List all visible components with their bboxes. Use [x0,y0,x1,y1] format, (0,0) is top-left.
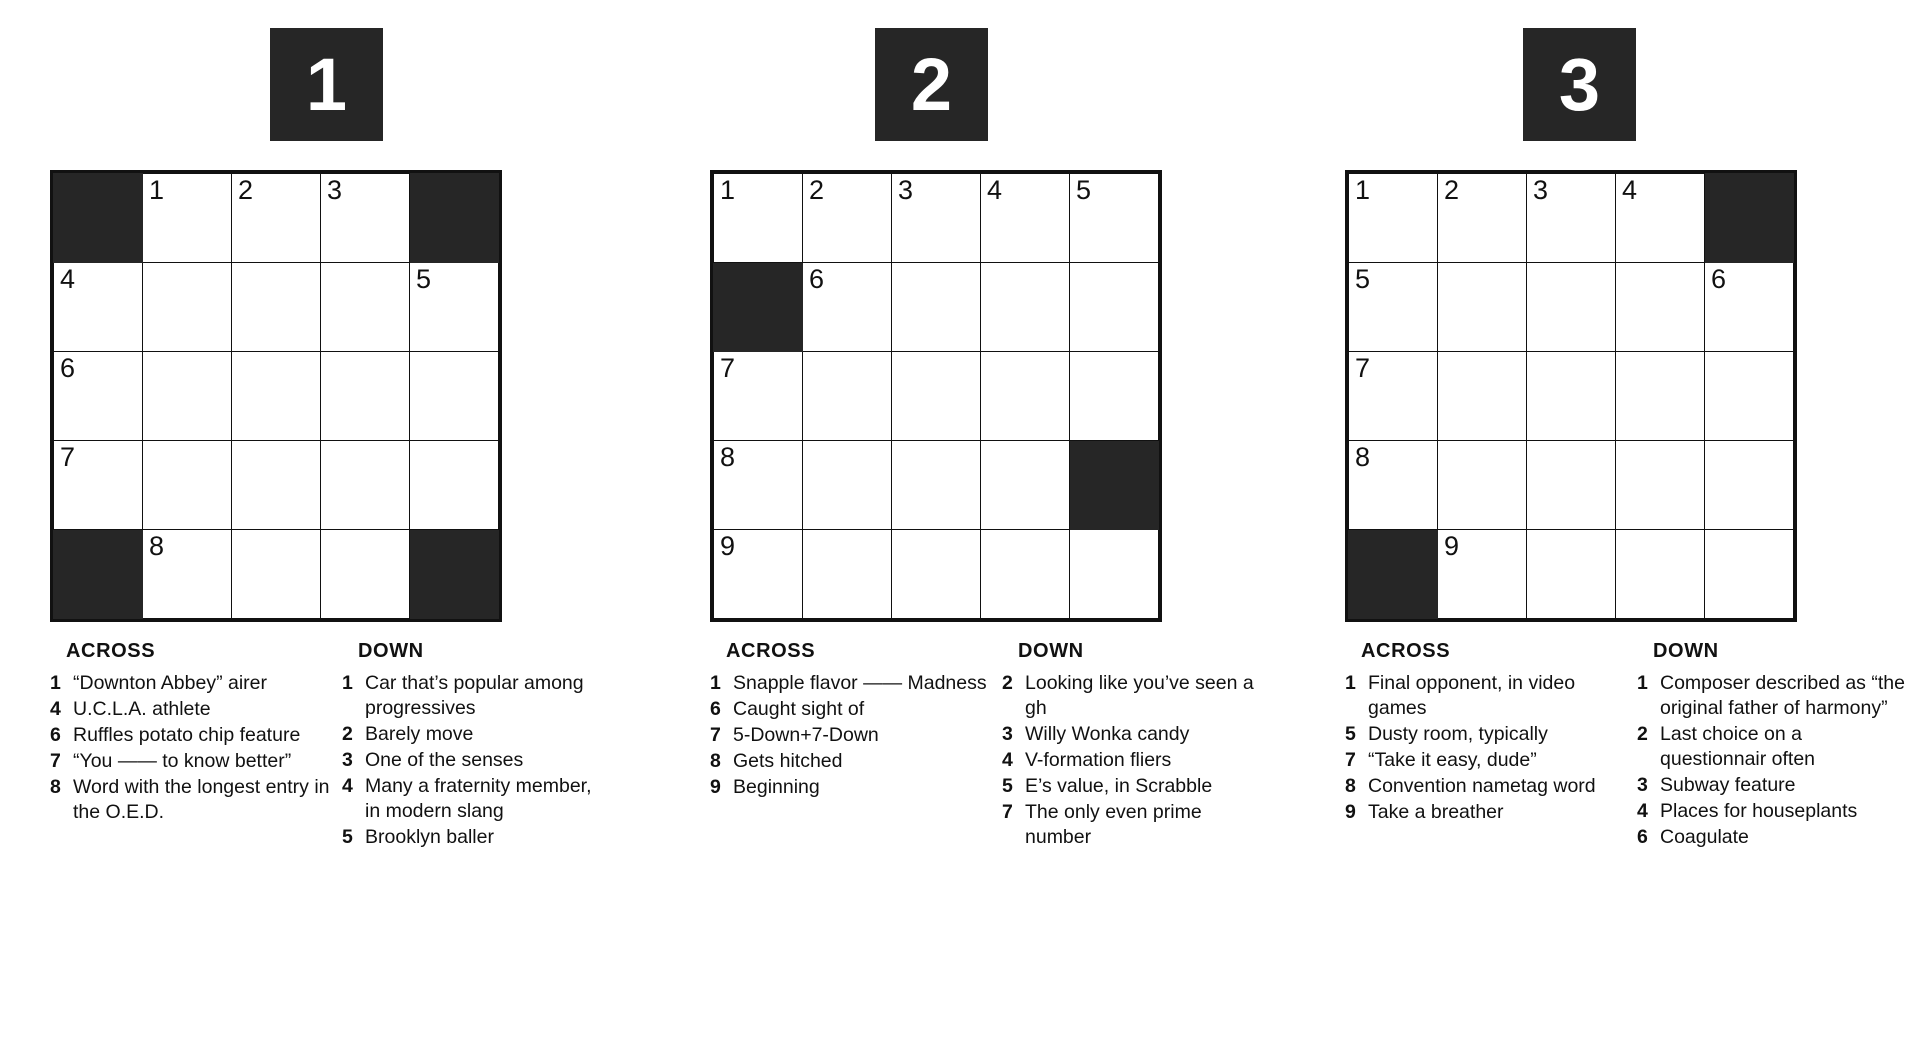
grid-cell[interactable] [1070,352,1159,441]
grid-cell-number: 2 [1444,175,1460,205]
grid-body [54,174,499,619]
across-column [1345,640,1625,851]
grid-cell[interactable] [892,441,981,530]
grid-cell[interactable] [1438,530,1527,619]
clue-text: Final opponent, in video games [1368,672,1576,719]
grid-cell[interactable] [803,441,892,530]
grid-cell[interactable] [803,263,892,352]
clue-number: 3 [1637,774,1648,796]
clue-text: Beginning [733,776,820,798]
down-heading: DOWN [1653,640,1719,662]
grid-cell-number: 7 [1355,353,1371,383]
clue-number: 4 [1637,800,1648,822]
clue-item [50,723,330,748]
grid-cell[interactable] [1349,441,1438,530]
grid-cell[interactable] [981,263,1070,352]
grid-cell[interactable] [892,530,981,619]
grid-cell[interactable] [54,263,143,352]
grid-cell-number: 4 [987,175,1003,205]
clue-item [1345,722,1625,747]
grid-row [1349,352,1794,441]
clue-item [342,774,610,824]
clue-item [1002,748,1270,773]
grid-cell[interactable] [1527,174,1616,263]
clue-text: Ruffles potato chip feature [73,724,301,746]
clue-text: Dusty room, typically [1368,723,1548,745]
grid-cell[interactable] [981,530,1070,619]
clue-number: 6 [1637,826,1648,848]
grid-cell[interactable] [1349,352,1438,441]
across-column [710,640,990,851]
clue-number: 5 [342,826,353,848]
grid-cell[interactable] [1705,530,1794,619]
grid-row [714,530,1159,619]
grid-cell[interactable] [143,263,232,352]
clue-number: 1 [342,672,353,694]
clue-item [1637,799,1905,824]
clue-item [1002,800,1270,850]
grid-cell[interactable] [1616,530,1705,619]
clue-item [1637,825,1905,850]
clue-text: Coagulate [1660,826,1749,848]
grid-body [1349,174,1794,619]
grid-row [1349,174,1794,263]
grid-row [54,174,499,263]
clue-item [1345,748,1625,773]
grid-cell-number: 5 [1355,264,1371,294]
clue-number: 6 [50,724,61,746]
across-column [50,640,330,851]
clue-text: Brooklyn baller [365,826,494,848]
crossword-grid-3[interactable] [1345,170,1797,622]
grid-cell[interactable] [981,174,1070,263]
clue-text: Last choice on a questionnair often [1660,723,1816,770]
clue-item [1637,773,1905,798]
clue-number: 5 [1345,723,1356,745]
grid-cell-block [54,530,143,619]
grid-cell-block [1705,174,1794,263]
clue-text: Composer described as “the original father of harmony” [1660,672,1905,719]
grid-cell-block [410,530,499,619]
grid-cell[interactable] [410,441,499,530]
grid-cell-number: 5 [416,264,432,294]
clue-item [1637,722,1905,772]
grid-cell-number: 6 [60,353,76,383]
grid-cell-block [1070,441,1159,530]
puzzle-number-badge: 2 [875,28,988,141]
grid-row [714,263,1159,352]
grid-cell-number: 6 [809,264,825,294]
grid-cell[interactable] [714,174,803,263]
grid-row [714,352,1159,441]
grid-cell[interactable] [1527,530,1616,619]
clue-text: Willy Wonka candy [1025,723,1190,745]
grid-cell[interactable] [1438,441,1527,530]
grid-cell-block [1349,530,1438,619]
grid-cell[interactable] [892,263,981,352]
clue-text: 5-Down+7-Down [733,724,879,746]
grid-cell[interactable] [232,174,321,263]
clue-number: 4 [342,775,353,797]
clue-item [710,775,990,800]
clue-item [1345,671,1625,721]
grid-cell[interactable] [54,352,143,441]
grid-cell[interactable] [714,441,803,530]
grid-cell-number: 8 [1355,442,1371,472]
clue-item [342,748,610,773]
grid-cell[interactable] [1438,352,1527,441]
grid-row [714,441,1159,530]
grid-cell[interactable] [1705,441,1794,530]
clue-number: 8 [50,776,61,798]
grid-cell[interactable] [321,352,410,441]
clue-text: E’s value, in Scrabble [1025,775,1213,797]
clue-item [710,723,990,748]
grid-cell-number: 9 [1444,531,1460,561]
puzzle-number-badge: 3 [1523,28,1636,141]
clues-block-2 [710,640,1270,851]
clue-text: U.C.L.A. athlete [73,698,211,720]
grid-cell[interactable] [981,441,1070,530]
across-heading: ACROSS [726,640,816,662]
grid-row [1349,530,1794,619]
clue-number: 8 [1345,775,1356,797]
grid-cell[interactable] [981,352,1070,441]
grid-cell[interactable] [321,263,410,352]
across-clue-list [1345,671,1625,825]
down-clue-list [1637,671,1905,850]
clue-number: 5 [1002,775,1013,797]
clue-number: 1 [1345,672,1356,694]
clue-text: Looking like you’ve seen a gh [1025,672,1254,719]
clue-item [1002,671,1270,721]
down-clue-list [1002,671,1270,850]
clue-text: Caught sight of [733,698,865,720]
grid-cell[interactable] [232,263,321,352]
clue-item [710,749,990,774]
clue-number: 7 [50,750,61,772]
clue-text: One of the senses [365,749,524,771]
grid-cell[interactable] [410,352,499,441]
clue-text: Barely move [365,723,474,745]
clue-number: 1 [710,672,721,694]
grid-cell[interactable] [1527,441,1616,530]
clue-text: “Take it easy, dude” [1368,749,1537,771]
clue-item [50,671,330,696]
clue-number: 6 [710,698,721,720]
clue-number: 8 [710,750,721,772]
grid-cell[interactable] [1616,352,1705,441]
clue-number: 7 [1002,801,1013,823]
clue-number: 2 [1002,672,1013,694]
clues-block-3 [1345,640,1905,851]
grid-cell[interactable] [1705,352,1794,441]
grid-cell[interactable] [54,441,143,530]
clue-text: V-formation fliers [1025,749,1172,771]
clue-text: “Downton Abbey” airer [73,672,268,694]
clues-block-1 [50,640,610,851]
clue-item [50,749,330,774]
grid-cell-block [410,174,499,263]
grid-cell-number: 5 [1076,175,1092,205]
grid-cell-block [54,174,143,263]
grid-body [714,174,1159,619]
grid-cell[interactable] [1070,530,1159,619]
clue-number: 7 [710,724,721,746]
clue-number: 4 [1002,749,1013,771]
grid-row [1349,441,1794,530]
clue-number: 2 [342,723,353,745]
grid-cell[interactable] [803,530,892,619]
clue-item [1002,722,1270,747]
down-column [330,640,610,851]
down-heading: DOWN [1018,640,1084,662]
grid-row [1349,263,1794,352]
grid-cell[interactable] [1070,263,1159,352]
clue-item [342,722,610,747]
grid-cell[interactable] [232,352,321,441]
clue-item [1345,800,1625,825]
grid-cell[interactable] [1527,352,1616,441]
grid-cell[interactable] [1616,174,1705,263]
clue-item [50,775,330,825]
grid-cell[interactable] [1349,263,1438,352]
clue-number: 9 [710,776,721,798]
grid-cell[interactable] [1438,174,1527,263]
across-heading: ACROSS [66,640,156,662]
across-clue-list [710,671,990,800]
grid-cell-number: 2 [809,175,825,205]
grid-cell-number: 3 [898,175,914,205]
down-heading: DOWN [358,640,424,662]
crossword-grid-1[interactable] [50,170,502,622]
clue-text: Gets hitched [733,750,843,772]
crossword-grid-2[interactable] [710,170,1162,622]
grid-cell-number: 6 [1711,264,1727,294]
clue-number: 9 [1345,801,1356,823]
clue-item [1002,774,1270,799]
grid-cell-number: 9 [720,531,736,561]
grid-row [54,530,499,619]
clue-item [50,697,330,722]
grid-cell[interactable] [232,530,321,619]
grid-cell[interactable] [892,174,981,263]
clue-text: The only even prime number [1025,801,1202,848]
grid-cell-number: 7 [720,353,736,383]
clue-text: Places for houseplants [1660,800,1858,822]
grid-cell[interactable] [1616,263,1705,352]
grid-cell[interactable] [321,174,410,263]
grid-cell-number: 8 [720,442,736,472]
clue-number: 3 [1002,723,1013,745]
grid-row [714,174,1159,263]
clue-item [710,697,990,722]
clue-text: Car that’s popular among progressives [365,672,584,719]
puzzle-2 [710,0,1270,848]
grid-cell[interactable] [803,174,892,263]
grid-cell[interactable] [321,530,410,619]
clue-text: “You —— to know better” [73,750,292,772]
puzzle-number-badge: 1 [270,28,383,141]
grid-cell[interactable] [714,352,803,441]
grid-cell[interactable] [1070,174,1159,263]
grid-cell[interactable] [410,263,499,352]
clue-text: Take a breather [1368,801,1504,823]
clue-text: Subway feature [1660,774,1796,796]
grid-cell[interactable] [1616,441,1705,530]
grid-cell-number: 7 [60,442,76,472]
grid-cell-number: 8 [149,531,165,561]
grid-row [54,263,499,352]
clue-item [710,671,990,696]
clue-item [1345,774,1625,799]
across-clue-list [50,671,330,825]
clue-text: Many a fraternity member, in modern slang [365,775,592,822]
grid-cell-number: 3 [1533,175,1549,205]
across-heading: ACROSS [1361,640,1451,662]
grid-cell-number: 4 [1622,175,1638,205]
clue-text: Snapple flavor —— Madness [733,672,987,694]
clue-text: Convention nametag word [1368,775,1596,797]
clue-item [1637,671,1905,721]
grid-cell[interactable] [143,530,232,619]
grid-cell[interactable] [714,530,803,619]
grid-cell[interactable] [1349,174,1438,263]
grid-table [53,173,499,619]
grid-cell-number: 1 [1355,175,1371,205]
clue-number: 1 [50,672,61,694]
grid-cell-number: 3 [327,175,343,205]
clue-number: 7 [1345,749,1356,771]
clue-number: 3 [342,749,353,771]
grid-cell-number: 2 [238,175,254,205]
clue-item [342,825,610,850]
clue-number: 1 [1637,672,1648,694]
clue-number: 4 [50,698,61,720]
grid-cell[interactable] [143,352,232,441]
grid-cell-number: 1 [720,175,736,205]
grid-cell[interactable] [143,174,232,263]
clue-item [342,671,610,721]
grid-cell[interactable] [803,352,892,441]
down-clue-list [342,671,610,850]
grid-cell[interactable] [143,441,232,530]
grid-cell-block [714,263,803,352]
grid-row [54,441,499,530]
puzzle-1 [50,0,610,848]
grid-cell[interactable] [892,352,981,441]
grid-cell[interactable] [321,441,410,530]
grid-cell[interactable] [1527,263,1616,352]
grid-table [713,173,1159,619]
down-column [990,640,1270,851]
clue-number: 2 [1637,723,1648,745]
grid-cell-number: 1 [149,175,165,205]
grid-cell-number: 4 [60,264,76,294]
clue-text: Word with the longest entry in the O.E.D. [73,776,330,823]
grid-cell[interactable] [232,441,321,530]
grid-cell[interactable] [1438,263,1527,352]
down-column [1625,640,1905,851]
grid-cell[interactable] [1705,263,1794,352]
grid-row [54,352,499,441]
grid-table [1348,173,1794,619]
puzzle-3 [1345,0,1905,848]
